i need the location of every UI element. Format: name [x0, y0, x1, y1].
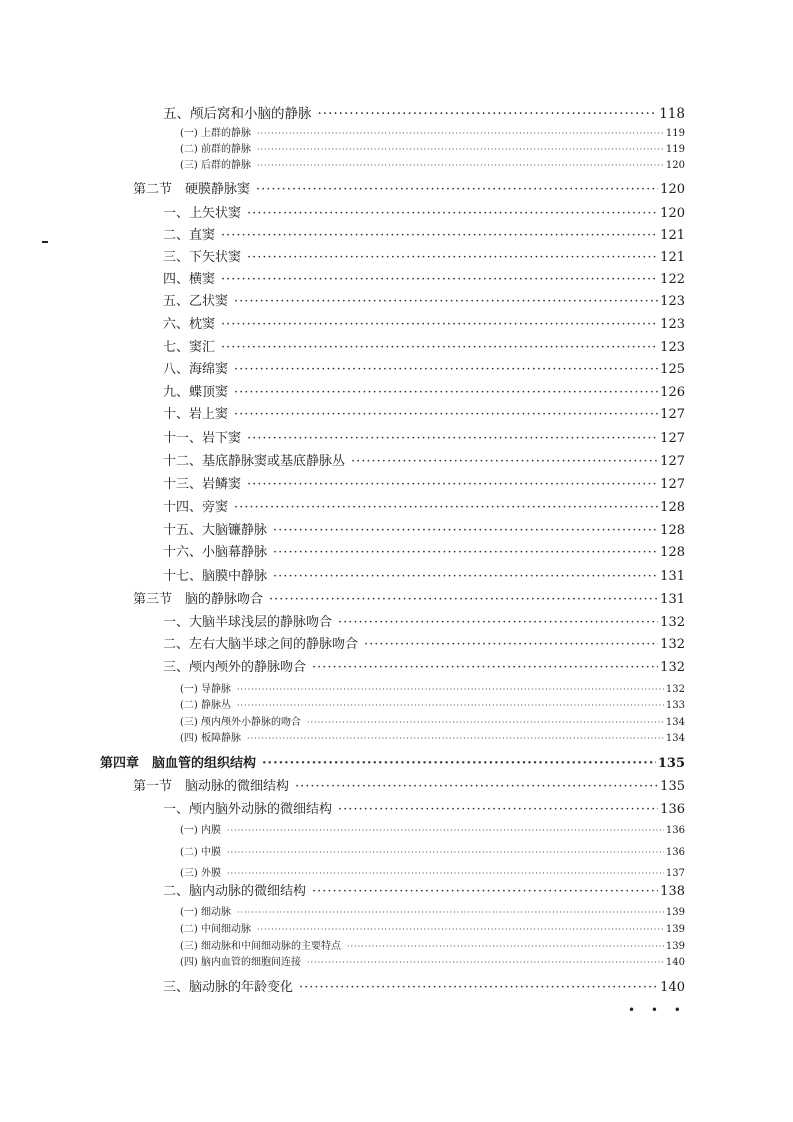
toc-entry — [163, 656, 685, 675]
leader-dots — [247, 206, 658, 221]
leader-dots — [273, 569, 658, 584]
toc-entry-page: 121 — [660, 250, 685, 265]
toc-entry — [163, 290, 685, 309]
toc-entry-page: 140 — [665, 957, 685, 968]
toc-entry — [163, 224, 685, 243]
toc-entry — [180, 156, 685, 171]
toc-entry-title: 十六、小脑幕静脉 — [163, 545, 268, 560]
toc-entry — [163, 880, 685, 899]
leader-dots — [221, 340, 658, 355]
leader-dots — [312, 660, 658, 675]
toc-entry-title: 三、下矢状窦 — [163, 250, 242, 265]
toc-entry-title: (一) 内膜 — [180, 825, 221, 836]
toc-entry — [163, 246, 685, 265]
toc-entry — [180, 843, 685, 858]
toc-entry — [180, 903, 685, 918]
toc-entry-title: (三) 颅内颅外小静脉的吻合 — [180, 717, 301, 728]
toc-entry-title: (一) 导静脉 — [180, 684, 231, 695]
toc-entry-title: 五、乙状窦 — [163, 294, 229, 309]
toc-entry-page: 138 — [660, 884, 685, 899]
toc-entry — [180, 821, 685, 836]
toc-entry-title: (四) 脑内血管的细胞间连接 — [180, 957, 301, 968]
leader-dots — [237, 908, 664, 917]
toc-entry — [163, 450, 685, 469]
leader-dots — [338, 615, 658, 630]
toc-entry-page: 137 — [665, 868, 685, 879]
toc-entry — [163, 403, 685, 422]
leader-dots — [364, 637, 658, 652]
leader-dots — [273, 545, 658, 560]
toc-entry-title: 八、海绵窦 — [163, 362, 229, 377]
toc-entry — [180, 953, 685, 968]
toc-entry-page: 132 — [660, 637, 685, 652]
toc-entry-page: 123 — [660, 340, 685, 355]
toc-entry-page: 139 — [665, 907, 685, 918]
toc-entry-title: (三) 外膜 — [180, 868, 221, 879]
toc-entry-page: 132 — [660, 660, 685, 675]
toc-entry-title: 九、蝶顶窦 — [163, 385, 229, 400]
toc-entry — [163, 565, 685, 584]
leader-dots — [221, 272, 658, 287]
leader-dots — [247, 477, 658, 492]
leader-dots — [307, 718, 664, 727]
toc-entry-page: 122 — [660, 272, 685, 287]
toc-entry — [133, 588, 685, 607]
leader-dots — [257, 925, 664, 934]
toc-entry-title: (一) 细动脉 — [180, 907, 231, 918]
toc-entry-page: 136 — [665, 847, 685, 858]
leader-dots — [234, 362, 658, 377]
toc-entry — [180, 864, 685, 879]
toc-entry-title: 三、颅内颅外的静脉吻合 — [163, 660, 307, 675]
leader-dots — [269, 592, 658, 607]
toc-entry-page: 126 — [660, 385, 685, 400]
toc-entry-title: (一) 上群的静脉 — [180, 128, 251, 139]
toc-entry-page: 120 — [665, 160, 685, 171]
toc-entry-page: 127 — [660, 477, 685, 492]
leader-dots — [257, 161, 664, 170]
toc-entry — [163, 976, 685, 995]
leader-dots — [299, 980, 658, 995]
toc-entry — [163, 611, 685, 630]
leader-dots — [234, 500, 658, 515]
toc-entry-title: (三) 细动脉和中间细动脉的主要特点 — [180, 941, 341, 952]
toc-entry-title: 一、大脑半球浅层的静脉吻合 — [163, 615, 333, 630]
toc-entry-title: 六、枕窦 — [163, 317, 216, 332]
leader-dots — [237, 685, 664, 694]
leader-dots — [262, 756, 656, 771]
toc-entry — [163, 381, 685, 400]
toc-entry-page: 120 — [660, 182, 685, 197]
toc-entry-title: (二) 中膜 — [180, 847, 221, 858]
leader-dots — [318, 106, 658, 122]
toc-entry — [180, 937, 685, 952]
toc-entry — [163, 427, 685, 446]
toc-entry-title: (四) 板障静脉 — [180, 733, 241, 744]
toc-entry — [163, 798, 685, 817]
leader-dots — [227, 869, 664, 878]
toc-entry-title: 十五、大脑镰静脉 — [163, 523, 268, 538]
toc-entry — [163, 268, 685, 287]
toc-entry — [163, 336, 685, 355]
toc-entry-title: 第三节 脑的静脉吻合 — [133, 592, 264, 607]
toc-entry — [163, 358, 685, 377]
toc-entry-title: 二、直窦 — [163, 228, 216, 243]
margin-mark — [42, 241, 48, 243]
toc-entry-page: 139 — [665, 941, 685, 952]
toc-entry-page: 120 — [660, 206, 685, 221]
toc-entry-title: 第一节 脑动脉的微细结构 — [133, 779, 290, 794]
toc-entry-title: (三) 后群的静脉 — [180, 160, 251, 171]
toc-entry-page: 131 — [660, 569, 685, 584]
toc-entry — [163, 496, 685, 515]
leader-dots — [227, 848, 664, 857]
toc-entry — [100, 752, 685, 771]
toc-entry-page: 136 — [665, 825, 685, 836]
toc-entry-page: 128 — [660, 523, 685, 538]
toc-entry-page: 128 — [660, 545, 685, 560]
leader-dots — [256, 182, 658, 197]
toc-entry — [163, 541, 685, 560]
toc-entry-title: 第二节 硬膜静脉窦 — [133, 182, 251, 197]
leader-dots — [307, 958, 664, 967]
toc-entry-page: 134 — [665, 717, 685, 728]
leader-dots — [347, 942, 664, 951]
toc-entry-page: 140 — [660, 980, 685, 995]
leader-dots — [227, 826, 664, 835]
leader-dots — [312, 884, 658, 899]
toc-entry-page: 123 — [660, 317, 685, 332]
toc-entry — [163, 313, 685, 332]
toc-entry-title: 十、岩上窦 — [163, 407, 229, 422]
toc-entry-title: 十七、脑膜中静脉 — [163, 569, 268, 584]
toc-entry-page: 134 — [665, 733, 685, 744]
toc-entry-title: 二、脑内动脉的微细结构 — [163, 884, 307, 899]
leader-dots — [247, 734, 664, 743]
leader-dots — [257, 145, 664, 154]
toc-entry-title: 七、窦汇 — [163, 340, 216, 355]
toc-entry-page: 127 — [660, 407, 685, 422]
toc-entry-title: 五、颅后窝和小脑的静脉 — [163, 106, 312, 122]
leader-dots — [221, 228, 658, 243]
toc-entry-title: (二) 前群的静脉 — [180, 144, 251, 155]
toc-entry — [180, 680, 685, 695]
toc-entry-title: 十一、岩下窦 — [163, 431, 242, 446]
toc-entry-title: 四、横窦 — [163, 272, 216, 287]
toc-entry-page: 135 — [660, 779, 685, 794]
leader-dots — [338, 802, 658, 817]
toc-entry-title: 十三、岩鳞窦 — [163, 477, 242, 492]
leader-dots — [273, 523, 658, 538]
toc-entry-page: 121 — [660, 228, 685, 243]
toc-entry-page: 123 — [660, 294, 685, 309]
toc-entry-title: 第四章 脑血管的组织结构 — [100, 756, 257, 771]
toc-entry — [163, 473, 685, 492]
toc-entry — [180, 696, 685, 711]
toc-entry — [180, 920, 685, 935]
toc-entry-title: 三、脑动脉的年龄变化 — [163, 980, 294, 995]
toc-entry-page: 119 — [665, 144, 685, 155]
leader-dots — [234, 294, 658, 309]
leader-dots — [247, 250, 658, 265]
toc-entry — [163, 633, 685, 652]
toc-entry-title: 一、上矢状窦 — [163, 206, 242, 221]
toc-entry-title: (二) 静脉丛 — [180, 700, 231, 711]
toc-entry-page: 118 — [659, 106, 685, 122]
toc-entry — [180, 140, 685, 155]
toc-entry-title: 十二、基底静脉窦或基底静脉丛 — [163, 454, 346, 469]
toc-entry-title: (二) 中间细动脉 — [180, 924, 251, 935]
toc-entry-page: 133 — [665, 700, 685, 711]
leader-dots — [234, 385, 658, 400]
toc-entry-page: 128 — [660, 500, 685, 515]
toc-entry-page: 136 — [660, 802, 685, 817]
toc-entry-page: 125 — [660, 362, 685, 377]
toc-entry — [133, 775, 685, 794]
toc-entry — [180, 124, 685, 139]
leader-dots — [247, 431, 658, 446]
toc-entry — [180, 713, 685, 728]
toc-entry-title: 十四、旁窦 — [163, 500, 229, 515]
leader-dots — [257, 129, 664, 138]
leader-dots — [237, 701, 664, 710]
leader-dots — [234, 407, 658, 422]
toc-entry-page: 139 — [665, 924, 685, 935]
leader-dots — [221, 317, 658, 332]
toc-entry-page: 119 — [665, 128, 685, 139]
toc-entry — [133, 178, 685, 197]
toc-entry-page: 127 — [660, 454, 685, 469]
toc-entry-page: 131 — [660, 592, 685, 607]
leader-dots — [295, 779, 658, 794]
toc-entry-page: 127 — [660, 431, 685, 446]
toc-entry-page: 132 — [665, 684, 685, 695]
toc-entry — [163, 519, 685, 538]
leader-dots — [351, 454, 658, 469]
toc-entry-page: 132 — [660, 615, 685, 630]
toc-entry-title: 一、颅内脑外动脉的微细结构 — [163, 802, 333, 817]
toc-entry — [180, 729, 685, 744]
toc-entry — [163, 102, 685, 122]
page-footer: • • • — [628, 1003, 687, 1017]
toc-entry-title: 二、左右大脑半球之间的静脉吻合 — [163, 637, 359, 652]
toc-entry — [163, 202, 685, 221]
toc-entry-page: 135 — [657, 756, 685, 771]
